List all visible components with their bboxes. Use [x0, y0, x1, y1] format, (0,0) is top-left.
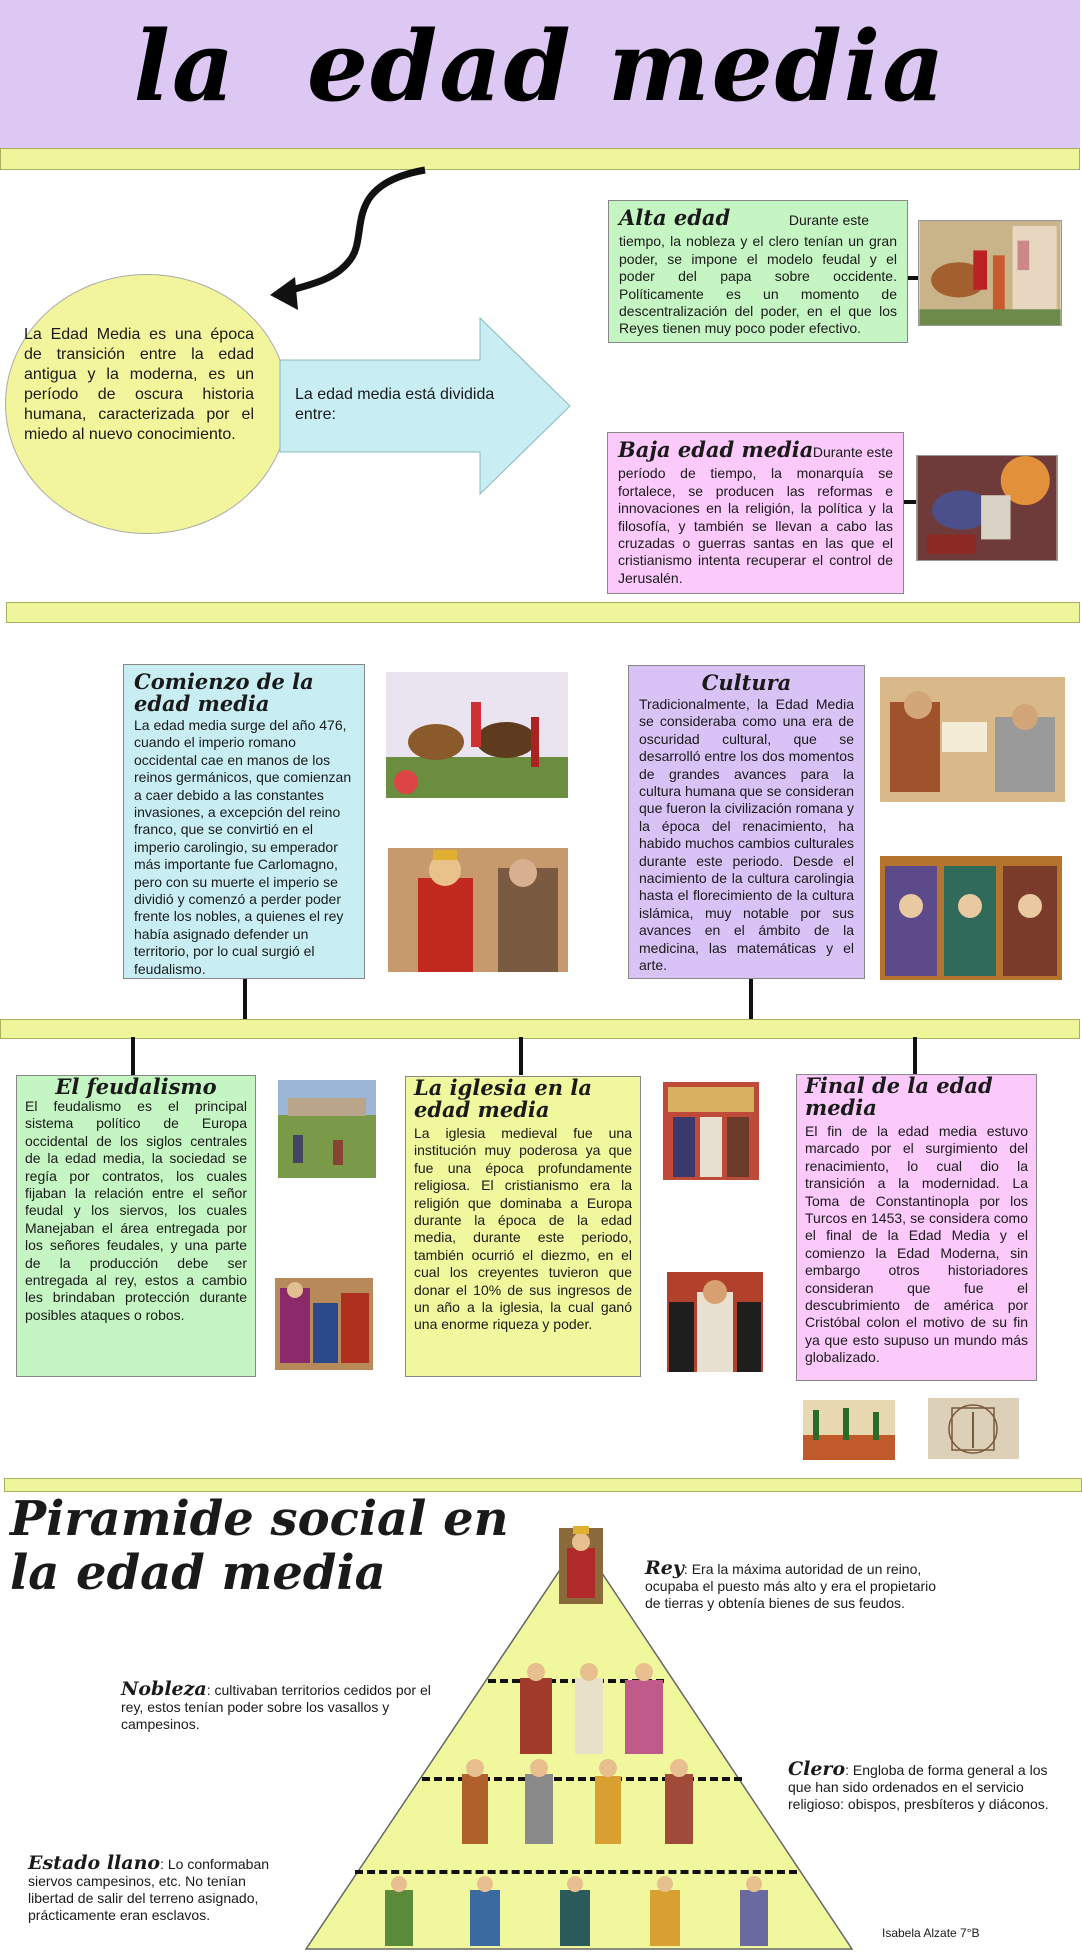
alta-edad-title: Alta edad: [619, 205, 731, 230]
llano-description: [28, 1852, 280, 1924]
feudalismo-title: El feudalismo: [55, 1074, 217, 1099]
peasant-figures: [365, 1874, 795, 1948]
divider-band-2: [6, 602, 1080, 623]
final-box: [796, 1074, 1037, 1381]
divider-band-1: [0, 148, 1080, 170]
final-body: El fin de la edad media estuvo marcado por el surgimiento del renacimiento, lo cual dio la transición a la modernidad. La Toma de Constantinopla por los Turcos en 1453, se considera como el final de la Edad Media y el comienzo la Edad Moderna, sin embargo otros historiadores consideran que fue el descubrimiento de américa por Cristóbal colon el motivo de su fin ya que esto supuso un mundo más globalizado.: [805, 1123, 1028, 1366]
page-title: la edad media: [133, 10, 947, 123]
rey-description: [645, 1557, 955, 1612]
piramide-title-line2: la edad media: [10, 1545, 386, 1601]
cultura-box: [628, 665, 865, 979]
baja-edad-box: [607, 432, 904, 594]
comienzo-body: La edad media surge del año 476, cuando el imperio romano occidental cae en manos de los reinos germánicos, que comienzan a caer debido a las constantes invasiones, a excepción del reino franco, que se convirtió en el imperio carolingio, su emperador más importante fue Carlomagno, pero con su muerte el imperio se dividió y comenzó a perder poder frente los nobles, a quienes el rey había asignado defender un territorio, por lo cual surgió el feudalismo.: [134, 717, 352, 977]
alta-edad-box: [608, 200, 908, 343]
connector: [519, 1037, 523, 1075]
connector: [749, 979, 753, 1019]
comienzo-title: Comienzo de la edad media: [134, 669, 314, 716]
baja-edad-body: período de tiempo, la monarquía se fortalece, se producen las reformas e innovaciones en la religión, la política y la filosofía, y también se llevan a cabo las cruzadas o guerras santas en las que el cristianismo intenta recuperar el control de Jerusalén.: [618, 465, 893, 586]
author-credit: Isabela Alzate 7°B: [882, 1926, 980, 1940]
clero-text: : Engloba de forma general a los que han sido ordenados en el servicio religioso: obispos, presbíteros y diáconos.: [788, 1762, 1049, 1812]
cultura-image-scribes: [880, 677, 1065, 802]
iglesia-box: [405, 1076, 641, 1377]
final-title: Final de la edad media: [805, 1073, 993, 1120]
connector: [908, 276, 918, 280]
clero-label: Clero: [788, 1758, 846, 1780]
alta-edad-body: tiempo, la nobleza y el clero tenían un gran poder, se impone el modelo feudal y el poder del papa sobre occidente. Políticamente es un momento de descentralización del poder, en el que los Reyes tienen muy poco poder efectivo.: [619, 233, 897, 337]
final-image-battle: [803, 1400, 895, 1460]
feudalismo-image-fields: [278, 1080, 376, 1178]
connector: [131, 1037, 135, 1075]
alta-edad-lead: Durante este: [788, 212, 869, 228]
connector: [243, 979, 247, 1019]
rey-label: Rey: [645, 1557, 684, 1579]
cultura-image-manuscript: [880, 856, 1062, 980]
nobleza-text: : cultivaban territorios cedidos por el rey, estos tenían poder sobre los vasallos y campesinos.: [121, 1682, 431, 1732]
intro-text: La Edad Media es una época de transición entre la edad antigua y la moderna, es un período de oscura historia humana, caracterizada por el miedo al nuevo conocimiento.: [24, 326, 254, 443]
arrow-text: La edad media está dividida entre:: [295, 386, 495, 423]
feudalismo-body: El feudalismo es el principal sistema político de Europa occidental de los siglos centrales de la edad media, la sociedad se regía por contratos, los cuales fijaban la relación entre el señor feudal y los siervos, los cuales Manejaban el área entregada por los señores feudales, y una parte de la producción debe ser entregada al rey, estos a cambio les brindaban protección durante posibles ataques o robos.: [25, 1098, 247, 1323]
connector: [904, 500, 916, 504]
connector: [913, 1037, 917, 1075]
divider-band-3: [0, 1019, 1080, 1039]
nobleza-label: Nobleza: [121, 1678, 207, 1700]
iglesia-image-monks: [667, 1272, 763, 1372]
nobility-figures: [510, 1658, 680, 1756]
alta-edad-image: [918, 220, 1062, 326]
divider-band-4: [4, 1478, 1082, 1492]
llano-label: Estado llano: [28, 1852, 161, 1874]
comienzo-image-emperor: [388, 848, 568, 972]
curved-arrow-icon: [260, 165, 440, 315]
final-image-vitruvian: [928, 1398, 1019, 1459]
clero-description: [788, 1758, 1068, 1813]
clergy-figures: [450, 1756, 720, 1848]
baja-edad-lead: Durante este: [812, 444, 893, 460]
baja-edad-title: Baja edad media: [618, 437, 814, 462]
comienzo-box: [123, 664, 365, 979]
comienzo-image-battle: [386, 672, 568, 798]
king-figure: [553, 1520, 609, 1606]
baja-edad-image: [916, 455, 1058, 561]
cultura-title: Cultura: [701, 670, 792, 695]
rey-text: : Era la máxima autoridad de un reino, ocupaba el puesto más alto y era el propietario de tierras y obtenía bienes de sus feudos.: [645, 1561, 937, 1611]
iglesia-body: La iglesia medieval fue una institución muy poderosa ya que fue una época profundamente religiosa. El cristianismo era la religión que dominaba a Europa durante la época de la edad media, durante este periodo, también ocurrió el diezmo, en el cual los creyentes tuvieron que donar el 10% de sus ingresos de un año a la iglesia, la cual ganó una enorme riqueza y poder.: [414, 1125, 632, 1333]
nobleza-description: [121, 1678, 431, 1733]
iglesia-image-clergy: [663, 1082, 759, 1180]
llano-text: : Lo conformaban siervos campesinos, etc. No tenían libertad de salir del terreno asignado, prácticamente eran esclavos.: [28, 1856, 270, 1923]
feudalismo-box: [16, 1075, 256, 1377]
cultura-body: Tradicionalmente, la Edad Media se consideraba como una era de oscuridad cultural, que se desarrolló entre los dos momentos de grandes avances para la cultura humana que se consideran que fueron la civilización romana y la época del renacimiento, ha habido muchos cambios culturales durante este periodo. Desde el nacimiento de la cultura carolingia hasta el florecimiento de la cultura islámica, muy notable por sus avances en el ámbito de la medicina, las matemáticas y el arte.: [639, 696, 854, 974]
feudalismo-image-court: [275, 1278, 373, 1370]
iglesia-title: La iglesia en la edad media: [414, 1075, 592, 1122]
piramide-title-line1: Piramide social en: [10, 1491, 509, 1547]
